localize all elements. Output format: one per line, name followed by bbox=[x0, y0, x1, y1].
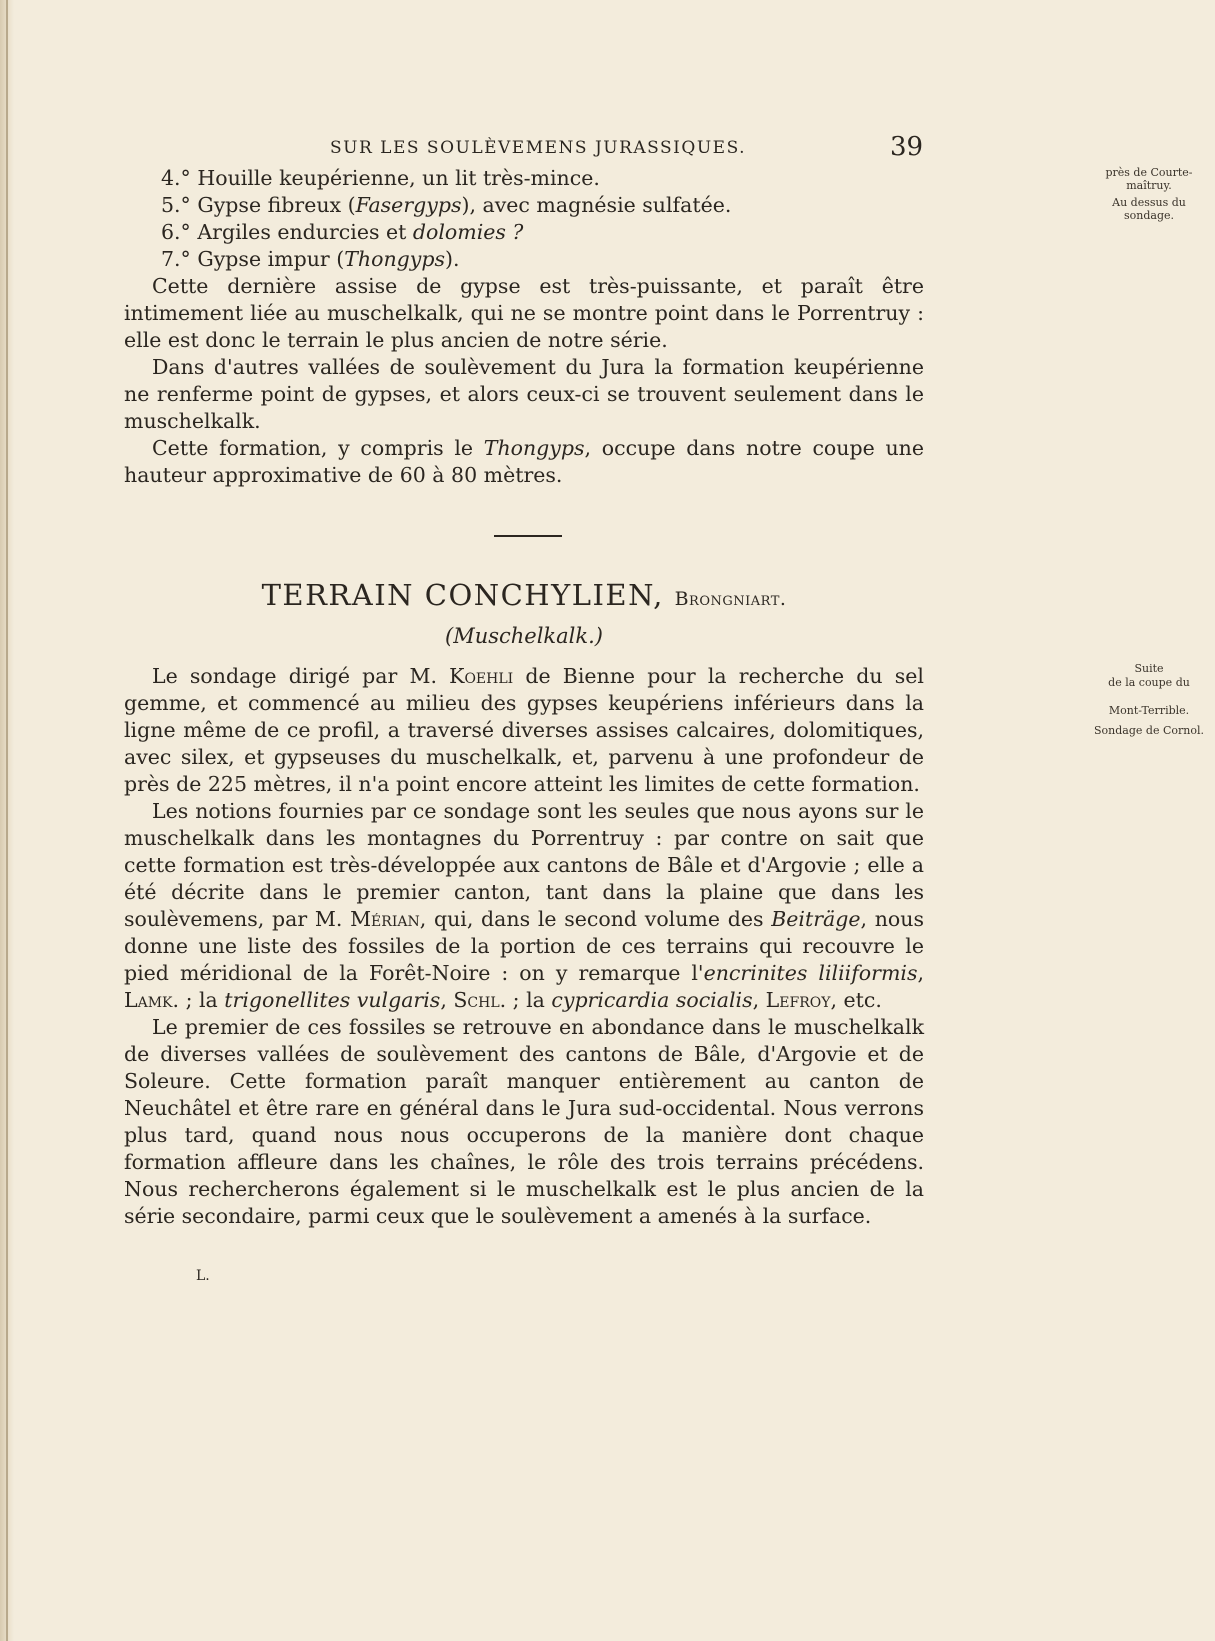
list-item: 5.° Gypse fibreux (Fasergyps), avec magnésie sulfatée. bbox=[161, 193, 732, 217]
margin-note-de-la-coupe: de la coupe du bbox=[1108, 676, 1190, 689]
list-item: 4.° Houille keupérienne, un lit très-mince. bbox=[161, 166, 600, 190]
paragraph: Cette formation, y compris le Thongyps, occupe dans notre coupe une hauteur approximative de 60 à 80 mètres. bbox=[124, 436, 924, 487]
margin-note-cornol: Sondage de Cornol. bbox=[1094, 724, 1204, 737]
paragraph: Le sondage dirigé par M. Koehli de Bienne pour la recherche du sel gemme, et commencé au milieu des gypses keupériens inférieurs dans la ligne même de ce profil, a traversé diverses assises calcaires, dolomitiques, avec silex, et gypseuses du muschelkalk, et, parvenu à une profondeur de près de 225 mètres, il n'a point encore atteint les limites de cette formation. bbox=[124, 664, 924, 796]
signature-mark: L. bbox=[196, 1268, 210, 1284]
list-item: 7.° Gypse impur (Thongyps). bbox=[161, 247, 460, 271]
paragraph: Cette dernière assise de gypse est très-puissante, et paraît être intimement liée au muschelkalk, qui ne se montre point dans le Porrentruy : elle est donc le terrain le plus ancien de notre série. bbox=[124, 274, 924, 352]
margin-note-au-dessus: Au dessus du sondage. bbox=[1112, 196, 1186, 222]
margin-note-mont-terrible: Mont-Terrible. bbox=[1108, 704, 1190, 717]
page-number: 39 bbox=[890, 132, 924, 162]
margin-note-courtemaiche: près de Courte-maîtruy. bbox=[1105, 166, 1193, 192]
running-title: SUR LES SOULÈVEMENS JURASSIQUES. bbox=[330, 138, 747, 158]
section-subtitle: (Muschelkalk.) bbox=[445, 624, 603, 648]
section-divider bbox=[494, 535, 562, 537]
paragraph: Les notions fournies par ce sondage sont les seules que nous ayons sur le muschelkalk dans les montagnes du Porrentruy : par contre on sait que cette formation est très-développée aux cantons de Bâle et d'Argovie ; elle a été décrite dans le premier canton, tant dans la plaine que dans les soulèvemens, par M. Mérian, qui, dans le second volume des Beiträge, nous donne une liste des fossiles de la portion de ces terrains qui recouvre le pied méridional de la Forêt-Noire : on y remarque l'encrinites liliiformis, Lamk. ; la trigonellites vulgaris, Schl. ; la cypricardia socialis, Lefroy, etc. bbox=[124, 799, 924, 1012]
list-item: 6.° Argiles endurcies et dolomies ? bbox=[161, 220, 524, 244]
paragraph: Le premier de ces fossiles se retrouve en abondance dans le muschelkalk de diverses vallées de soulèvement des cantons de Bâle, d'Argovie et de Soleure. Cette formation paraît manquer entièrement au canton de Neuchâtel et être rare en général dans le Jura sud-occidental. Nous verrons plus tard, quand nous nous occuperons de la manière dont chaque formation affleure dans les chaînes, le rôle des trois terrains précédens. Nous rechercherons également si le muschelkalk est le plus ancien de la série secondaire, parmi ceux que le soulèvement a amenés à la surface. bbox=[124, 1015, 924, 1228]
running-header bbox=[330, 132, 950, 162]
section-title: TERRAIN CONCHYLIEN, Brongniart. bbox=[261, 578, 787, 612]
book-spine-edge bbox=[0, 0, 14, 1641]
margin-note-suite: Suite bbox=[1134, 662, 1164, 675]
paragraph: Dans d'autres vallées de soulèvement du Jura la formation keupérienne ne renferme point de gypses, et alors ceux-ci se trouvent seulement dans le muschelkalk. bbox=[124, 355, 924, 433]
body-text bbox=[124, 663, 924, 1230]
section-author: Brongniart. bbox=[674, 588, 787, 610]
list-block bbox=[124, 165, 924, 489]
